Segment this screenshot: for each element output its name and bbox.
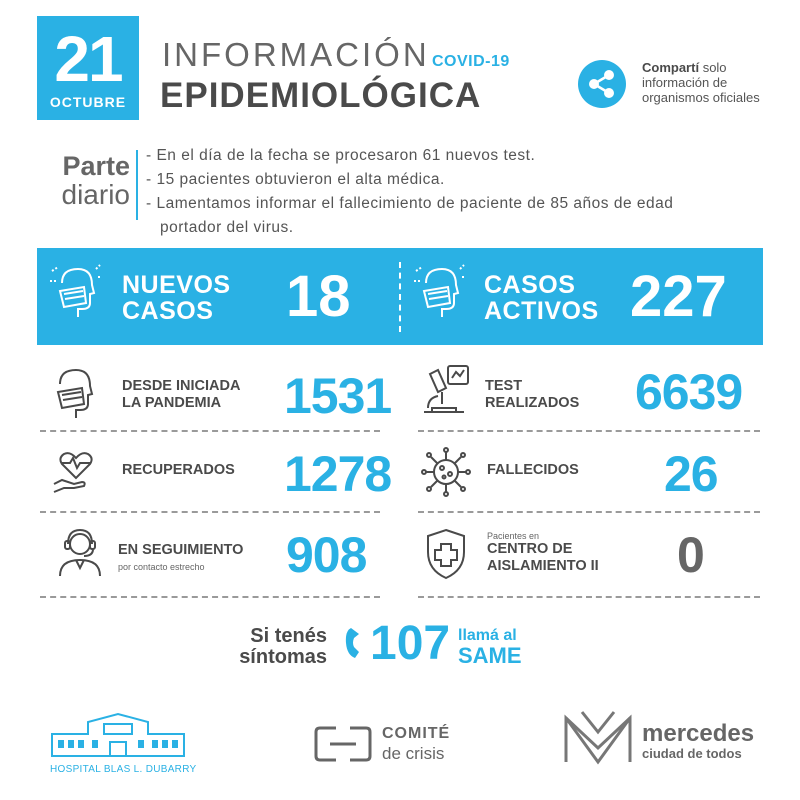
share-line3: organismos oficiales [642,90,760,105]
seguimiento-label [118,542,243,576]
mask-face-icon [412,263,468,334]
mercedes-logo-icon [562,708,634,771]
parte-bullets [146,144,766,240]
llama-same [458,626,522,666]
date-day: 21 [54,23,122,95]
sintomas-text: síntomas [239,646,327,668]
pandemia-label2: LA PANDEMIA [122,395,222,411]
row-divider [40,596,380,598]
nuevos-label2: CASOS [122,297,214,325]
hospital-building-icon [48,708,188,765]
row-divider [418,430,760,432]
recuperados-label: RECUPERADOS [122,462,235,478]
comite-text [382,724,450,764]
date-badge [37,16,139,120]
title-line2: EPIDEMIOLÓGICA [160,76,482,115]
bullet-item: - 15 pacientes obtuvieron el alta médica. [146,171,445,188]
covid-tag: COVID-19 [432,53,510,70]
casos-activos-label [484,272,599,324]
band-divider [399,262,401,332]
comite-logo-icon [312,724,374,769]
pandemia-label1: DESDE INICIADA [122,378,241,394]
aislamiento-label1: CENTRO DE [487,541,573,557]
share-icon [578,60,626,108]
llama-text: llamá al [458,627,517,644]
virus-icon [420,446,472,498]
mask-face-icon [48,366,104,422]
parte-word1: Parte [62,151,130,181]
microscope-icon [420,364,472,418]
seguimiento-sub: por contacto estrecho [118,562,205,572]
comite-line1: COMITÉ [382,725,451,742]
seguimiento-label1: EN SEGUIMIENTO [118,542,244,558]
mercedes-text [642,722,754,762]
shield-cross-icon [424,528,468,580]
parte-word2: diario [61,179,130,210]
mercedes-line2: ciudad de todos [642,746,742,761]
aislamiento-value: 0 [677,527,704,583]
fallecidos-label: FALLECIDOS [487,462,579,478]
recuperados-value: 1278 [284,446,392,502]
parte-divider [136,150,138,220]
mask-face-icon [48,263,104,334]
test-label1: TEST [485,378,523,394]
row-divider [40,430,380,432]
phone-icon [343,625,369,666]
share-rest: solo [702,60,727,75]
title-line1: INFORMACIÓN [162,36,430,73]
test-value: 6639 [635,364,743,420]
emergency-number: 107 [370,617,451,670]
activos-label2: ACTIVOS [484,297,599,325]
test-label2: REALIZADOS [485,395,580,411]
nuevos-casos-label [122,272,231,324]
parte-diario-label [40,152,130,210]
mercedes-line1: mercedes [642,720,755,747]
si-tenes-sintomas [232,626,327,668]
activos-label1: CASOS [484,271,576,299]
row-divider [418,511,760,513]
same-text: SAME [458,643,522,668]
share-message [642,60,792,105]
pandemia-label [122,378,240,412]
headset-person-icon [56,528,104,578]
nuevos-label1: NUEVOS [122,271,231,299]
share-line2: información de [642,75,728,90]
test-label [485,378,579,412]
share-bold: Compartí [642,60,700,75]
bullet-item: portador del virus. [160,219,294,236]
si-tenes-text: Si tenés [250,625,327,647]
fallecidos-value: 26 [664,446,718,502]
row-divider [40,511,380,513]
aislamiento-pre: Pacientes en [487,531,540,541]
hospital-name: HOSPITAL BLAS L. DUBARRY [50,764,197,775]
heart-hand-icon [52,448,100,496]
pandemia-value: 1531 [284,368,392,424]
bullet-item: - Lamentamos informar el fallecimiento de paciente de 85 años de edad [146,195,674,212]
row-divider [418,596,760,598]
aislamiento-label2: AISLAMIENTO II [487,558,599,574]
date-month: OCTUBRE [49,94,127,110]
nuevos-casos-value: 18 [286,264,351,329]
casos-activos-value: 227 [630,264,727,329]
aislamiento-label [487,531,599,575]
bullet-item: - En el día de la fecha se procesaron 61 nuevos test. [146,147,536,164]
comite-line2: de crisis [382,744,445,763]
seguimiento-value: 908 [286,527,367,583]
